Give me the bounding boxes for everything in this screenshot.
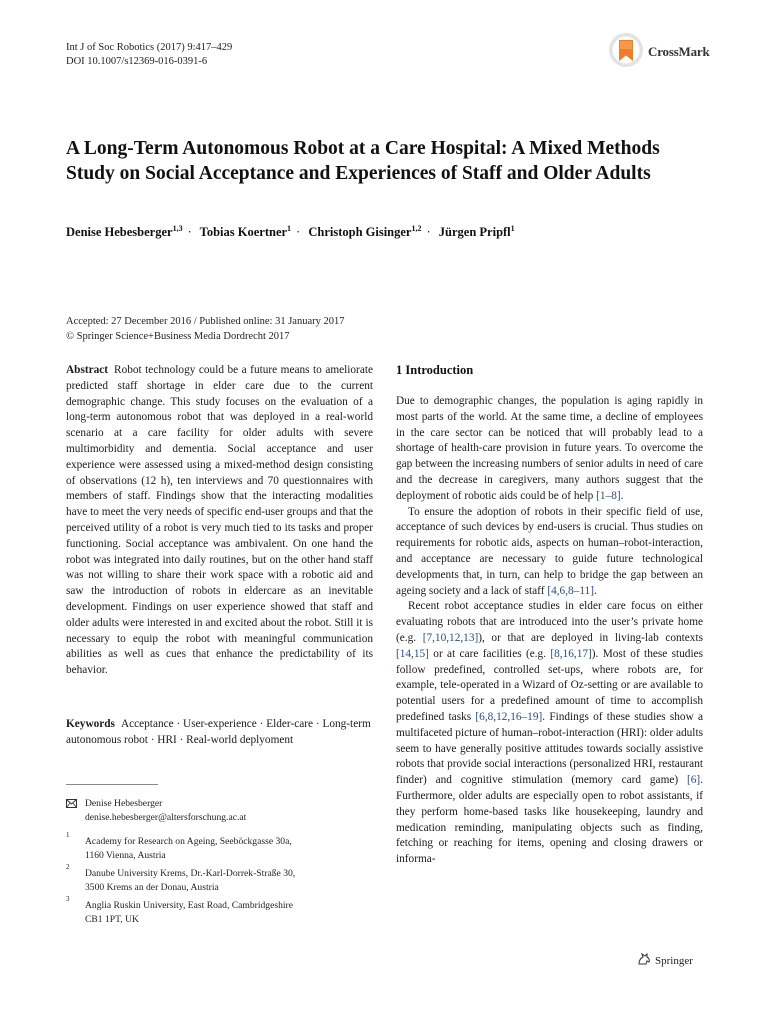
abstract-heading: Abstract	[66, 364, 109, 376]
correspondence	[66, 797, 246, 824]
affiliation-line: 3500 Krems an der Donau, Austria	[85, 881, 219, 893]
crossmark-badge[interactable]	[608, 32, 718, 68]
keywords-section	[66, 717, 373, 749]
affiliation-line: Anglia Ruskin University, East Road, Cambridgeshire	[85, 900, 294, 911]
keywords-text: Acceptance · User-experience · Elder-care · Long-term autonomous robot · HRI · Real-world deplyoment	[66, 718, 371, 746]
citation-link[interactable]: [4,6,8–11]	[547, 584, 594, 597]
introduction-heading: 1 Introduction	[396, 363, 474, 377]
intro-paragraph: Recent robot acceptance studies in elder care focus on either evaluating robots that are introduced into the user’s private home (e.g. [7,10,12,13]), or that are deployed in living-lab contexts [14,15] or at care facilities (e.g. [8,16,17]). Most of these studies follow predefined, controlled set-ups, where robots are, for example, tele-operated in a Wizard of Oz-setting or are available to potential users for a predefined amount of time to accomplish predefined tasks [6,8,12,16–19]. Findings of these studies show a multifaceted picture of human–robot-interaction (HRI): older adults seem to have generally positive attitudes towards socially assistive robots that provide social interactions (personalized HRI, restaurant finder) and cognitive stimulation (memory card game) [6]. Furthermore, older adults are especially open to robot assistants, if they perform home-based tasks like housekeeping, laundry and medication reminding, manipulating objects such as finding, fetching or reaching for items, opening and closing drawers or informa-	[396, 600, 703, 866]
keywords-heading: Keywords	[66, 718, 115, 730]
author-affiliation: 1,3	[172, 223, 183, 233]
abstract-text: Robot technology could be a future means to ameliorate predicted staff shortage in elder care due to the current demographic change. This study focuses on the evaluation of a long-term autonomous robot that was deployed in a real-world scenario at a care facility for older adults with severe multimorbidity and dementia. Social acceptance and user experience were assessed using a mixed-method design consisting of observations (12 h), ten interviews and 70 questionnaires with members of staff. Findings show that the interacting modalities have to meet the very needs of specific end-user groups and that the perceived utility of a robot is very much tied to its tasks and proper functioning. Social acceptance was ambivalent. On one hand the robot was integrated into daily routines, but on the other hand staff was not willing to share their work space with a robotic aid and saw the introduction of robots in eldercare as an inevitable development. Findings on user experience showed that staff and older adults were interested in and excited about the robot. Still it is necessary to equip the robot with meaningful communication abilities as well as cues that enhance the predictability of its behavior.	[66, 364, 373, 677]
intro-paragraph: To ensure the adoption of robots in their specific field of use, acceptance of such devices by end-users is crucial. Thus studies on requirements for robotic aids, aspects on human–robot-interaction, and acceptance are necessary to guide future technological developments that, in turn, can help to bridge the gap between an ageing society and a lack of staff [4,6,8–11].	[396, 505, 703, 597]
springer-horse-icon	[636, 952, 652, 966]
abstract-paragraph	[66, 363, 373, 679]
citation-link[interactable]: [6,8,12,16–19]	[475, 710, 543, 723]
affiliation: 3 Anglia Ruskin University, East Road, Cambridgeshire CB1 1PT, UK	[66, 895, 294, 925]
author-affiliation: 1,2	[411, 223, 422, 233]
citation-link[interactable]: [7,10,12,13]	[422, 631, 479, 644]
citation-link[interactable]: [6]	[686, 774, 701, 787]
intro-paragraph: Due to demographic changes, the population is aging rapidly in most parts of the world. At the same time, a decline of employees in the care sector can be noticed that will probably lead to a shortage of health-care provision in future years. To overcome the gap between the increasing numbers of senior adults in need of care and the decrease in caregivers, many authors suggest that the deployment of robotic aids could be of help [1–8].	[396, 395, 703, 502]
author-name[interactable]: Christoph Gisinger	[308, 225, 412, 239]
envelope-icon	[66, 799, 77, 808]
author-list: Denise Hebesberger$^{1,3}$ · Tobias Koertner$^1$ · Christoph Gisinger$^{1,2}$ · Jürgen Pripfl$^1$	[66, 223, 515, 239]
citation-link[interactable]: [8,16,17]	[550, 647, 592, 660]
paper-title: A Long-Term Autonomous Robot at a Care Hospital: A Mixed Methods Study on Social Acceptance and Experiences of Staff and Older Adults	[66, 138, 660, 184]
copyright: © Springer Science+Business Media Dordrecht 2017	[66, 331, 290, 342]
publisher-footer	[636, 952, 693, 967]
author-name[interactable]: Jürgen Pripfl	[438, 225, 511, 239]
footnote-divider	[66, 784, 158, 785]
introduction-body	[396, 394, 703, 868]
correspondence-email[interactable]: denise.hebesberger@altersforschung.ac.at	[85, 811, 247, 823]
journal-doi[interactable]: DOI 10.1007/s12369-016-0391-6	[66, 56, 208, 67]
citation-link[interactable]: [1–8]	[596, 489, 621, 502]
citation-link[interactable]: [14,15]	[396, 647, 429, 660]
author-affiliation: 1	[510, 223, 515, 233]
crossmark-label: CrossMark	[648, 44, 710, 59]
affiliation-line: Academy for Research on Ageing, Seeböckgasse 30a,	[85, 836, 292, 847]
affiliation-line: CB1 1PT, UK	[85, 913, 139, 925]
affiliation: 1 Academy for Research on Ageing, Seeböckgasse 30a, 1160 Vienna, Austria	[66, 831, 292, 861]
publisher-name: Springer	[655, 955, 693, 967]
journal-citation: Int J of Soc Robotics (2017) 9:417–429	[66, 42, 233, 53]
correspondence-name: Denise Hebesberger	[85, 798, 163, 809]
crossmark-icon	[608, 32, 644, 68]
author-name[interactable]: Tobias Koertner	[199, 225, 288, 239]
accepted-published: Accepted: 27 December 2016 / Published online: 31 January 2017	[66, 316, 345, 327]
author-name[interactable]: Denise Hebesberger	[66, 225, 173, 239]
publication-dates	[66, 314, 344, 344]
affiliation-line: 1160 Vienna, Austria	[85, 849, 166, 861]
abstract-section	[66, 363, 373, 679]
affiliation-line: Danube University Krems, Dr.-Karl-Dorrek-Straße 30,	[85, 868, 296, 879]
affiliation: 2 Danube University Krems, Dr.-Karl-Dorrek-Straße 30, 3500 Krems an der Donau, Austria	[66, 863, 296, 893]
author-affiliation: 1	[287, 223, 292, 233]
